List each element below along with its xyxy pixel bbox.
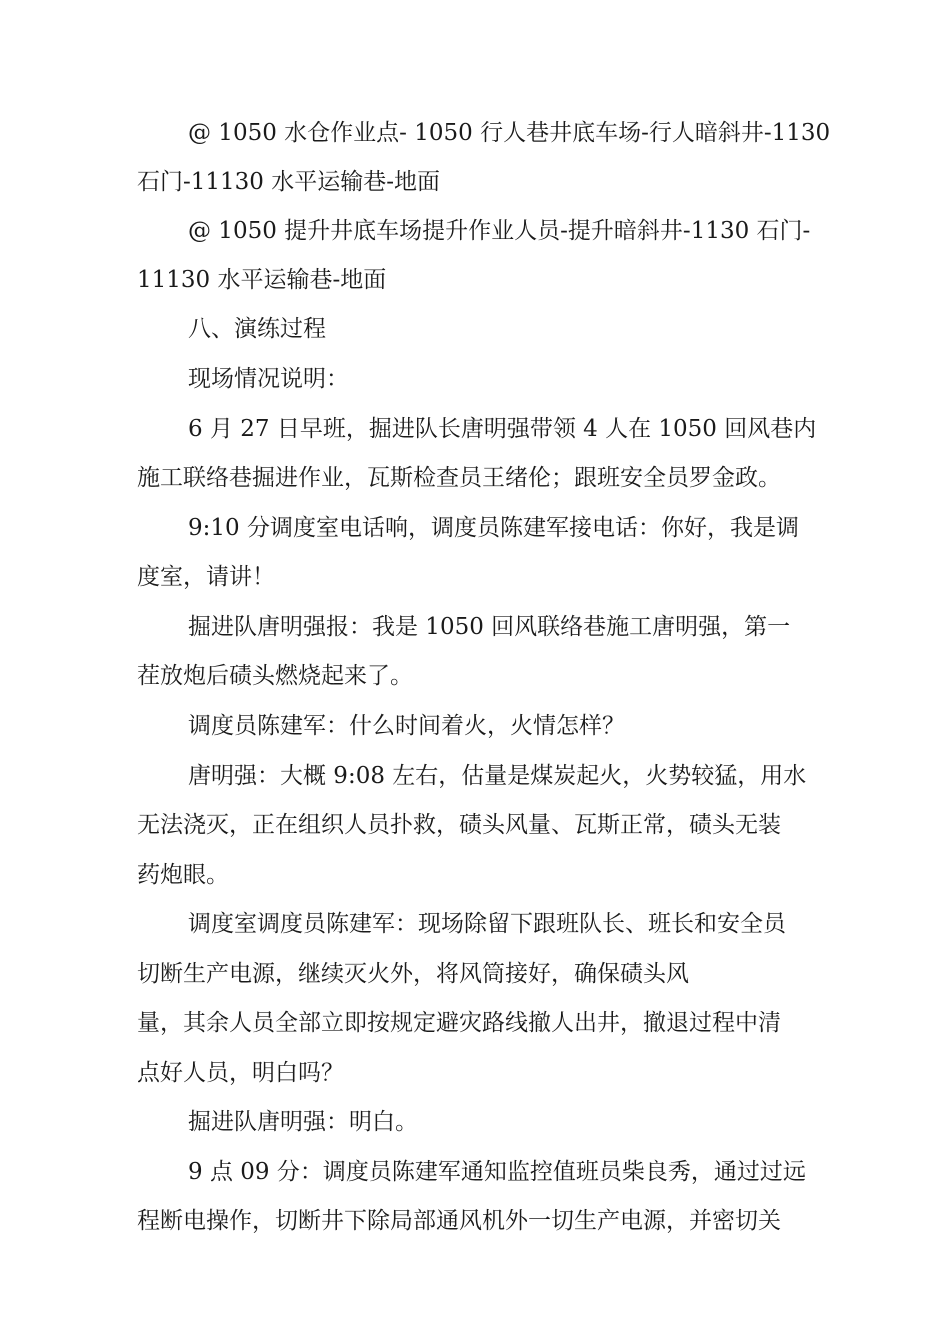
route-line-1: @ 1050 水仓作业点- 1050 行人巷井底车场-行人暗斜井-1130 bbox=[188, 120, 831, 146]
route-line-2: @ 1050 提升井底车场提升作业人员-提升暗斜井-1130 石门- bbox=[188, 218, 811, 244]
route-line-2-cont: 11130 水平运输巷-地面 bbox=[137, 267, 387, 293]
paragraph-line: 药炮眼。 bbox=[137, 862, 229, 888]
paragraph-line: 掘进队唐明强：明白。 bbox=[188, 1109, 418, 1135]
paragraph-line: 9:10 分调度室电话响，调度员陈建军接电话：你好，我是调 bbox=[188, 515, 799, 541]
scene-description-heading: 现场情况说明： bbox=[188, 366, 349, 392]
paragraph-line: 掘进队唐明强报：我是 1050 回风联络巷施工唐明强，第一 bbox=[188, 614, 791, 640]
section-heading: 八、演练过程 bbox=[188, 316, 326, 342]
paragraph-line: 度室，请讲！ bbox=[137, 564, 275, 590]
paragraph-line: 茬放炮后碛头燃烧起来了。 bbox=[137, 663, 413, 689]
paragraph-line: 调度员陈建军：什么时间着火，火情怎样？ bbox=[188, 713, 625, 739]
paragraph-line: 施工联络巷掘进作业，瓦斯检查员王绪伦；跟班安全员罗金政。 bbox=[137, 465, 781, 491]
paragraph-line: 程断电操作，切断井下除局部通风机外一切生产电源，并密切关 bbox=[137, 1208, 781, 1234]
route-line-1-cont: 石门-11130 水平运输巷-地面 bbox=[137, 169, 441, 195]
paragraph-line: 点好人员，明白吗？ bbox=[137, 1060, 344, 1086]
paragraph-line: 6 月 27 日早班，掘进队长唐明强带领 4 人在 1050 回风巷内 bbox=[188, 416, 817, 442]
paragraph-line: 无法浇灭，正在组织人员扑救，碛头风量、瓦斯正常，碛头无装 bbox=[137, 812, 781, 838]
paragraph-line: 切断生产电源，继续灭火外，将风筒接好，确保碛头风 bbox=[137, 961, 689, 987]
paragraph-line: 唐明强：大概 9:08 左右，估量是煤炭起火，火势较猛，用水 bbox=[188, 763, 807, 789]
paragraph-line: 调度室调度员陈建军：现场除留下跟班队长、班长和安全员 bbox=[188, 911, 786, 937]
paragraph-line: 量，其余人员全部立即按规定避灾路线撤人出井，撤退过程中清 bbox=[137, 1010, 781, 1036]
paragraph-line: 9 点 09 分：调度员陈建军通知监控值班员柴良秀，通过过远 bbox=[188, 1159, 806, 1185]
